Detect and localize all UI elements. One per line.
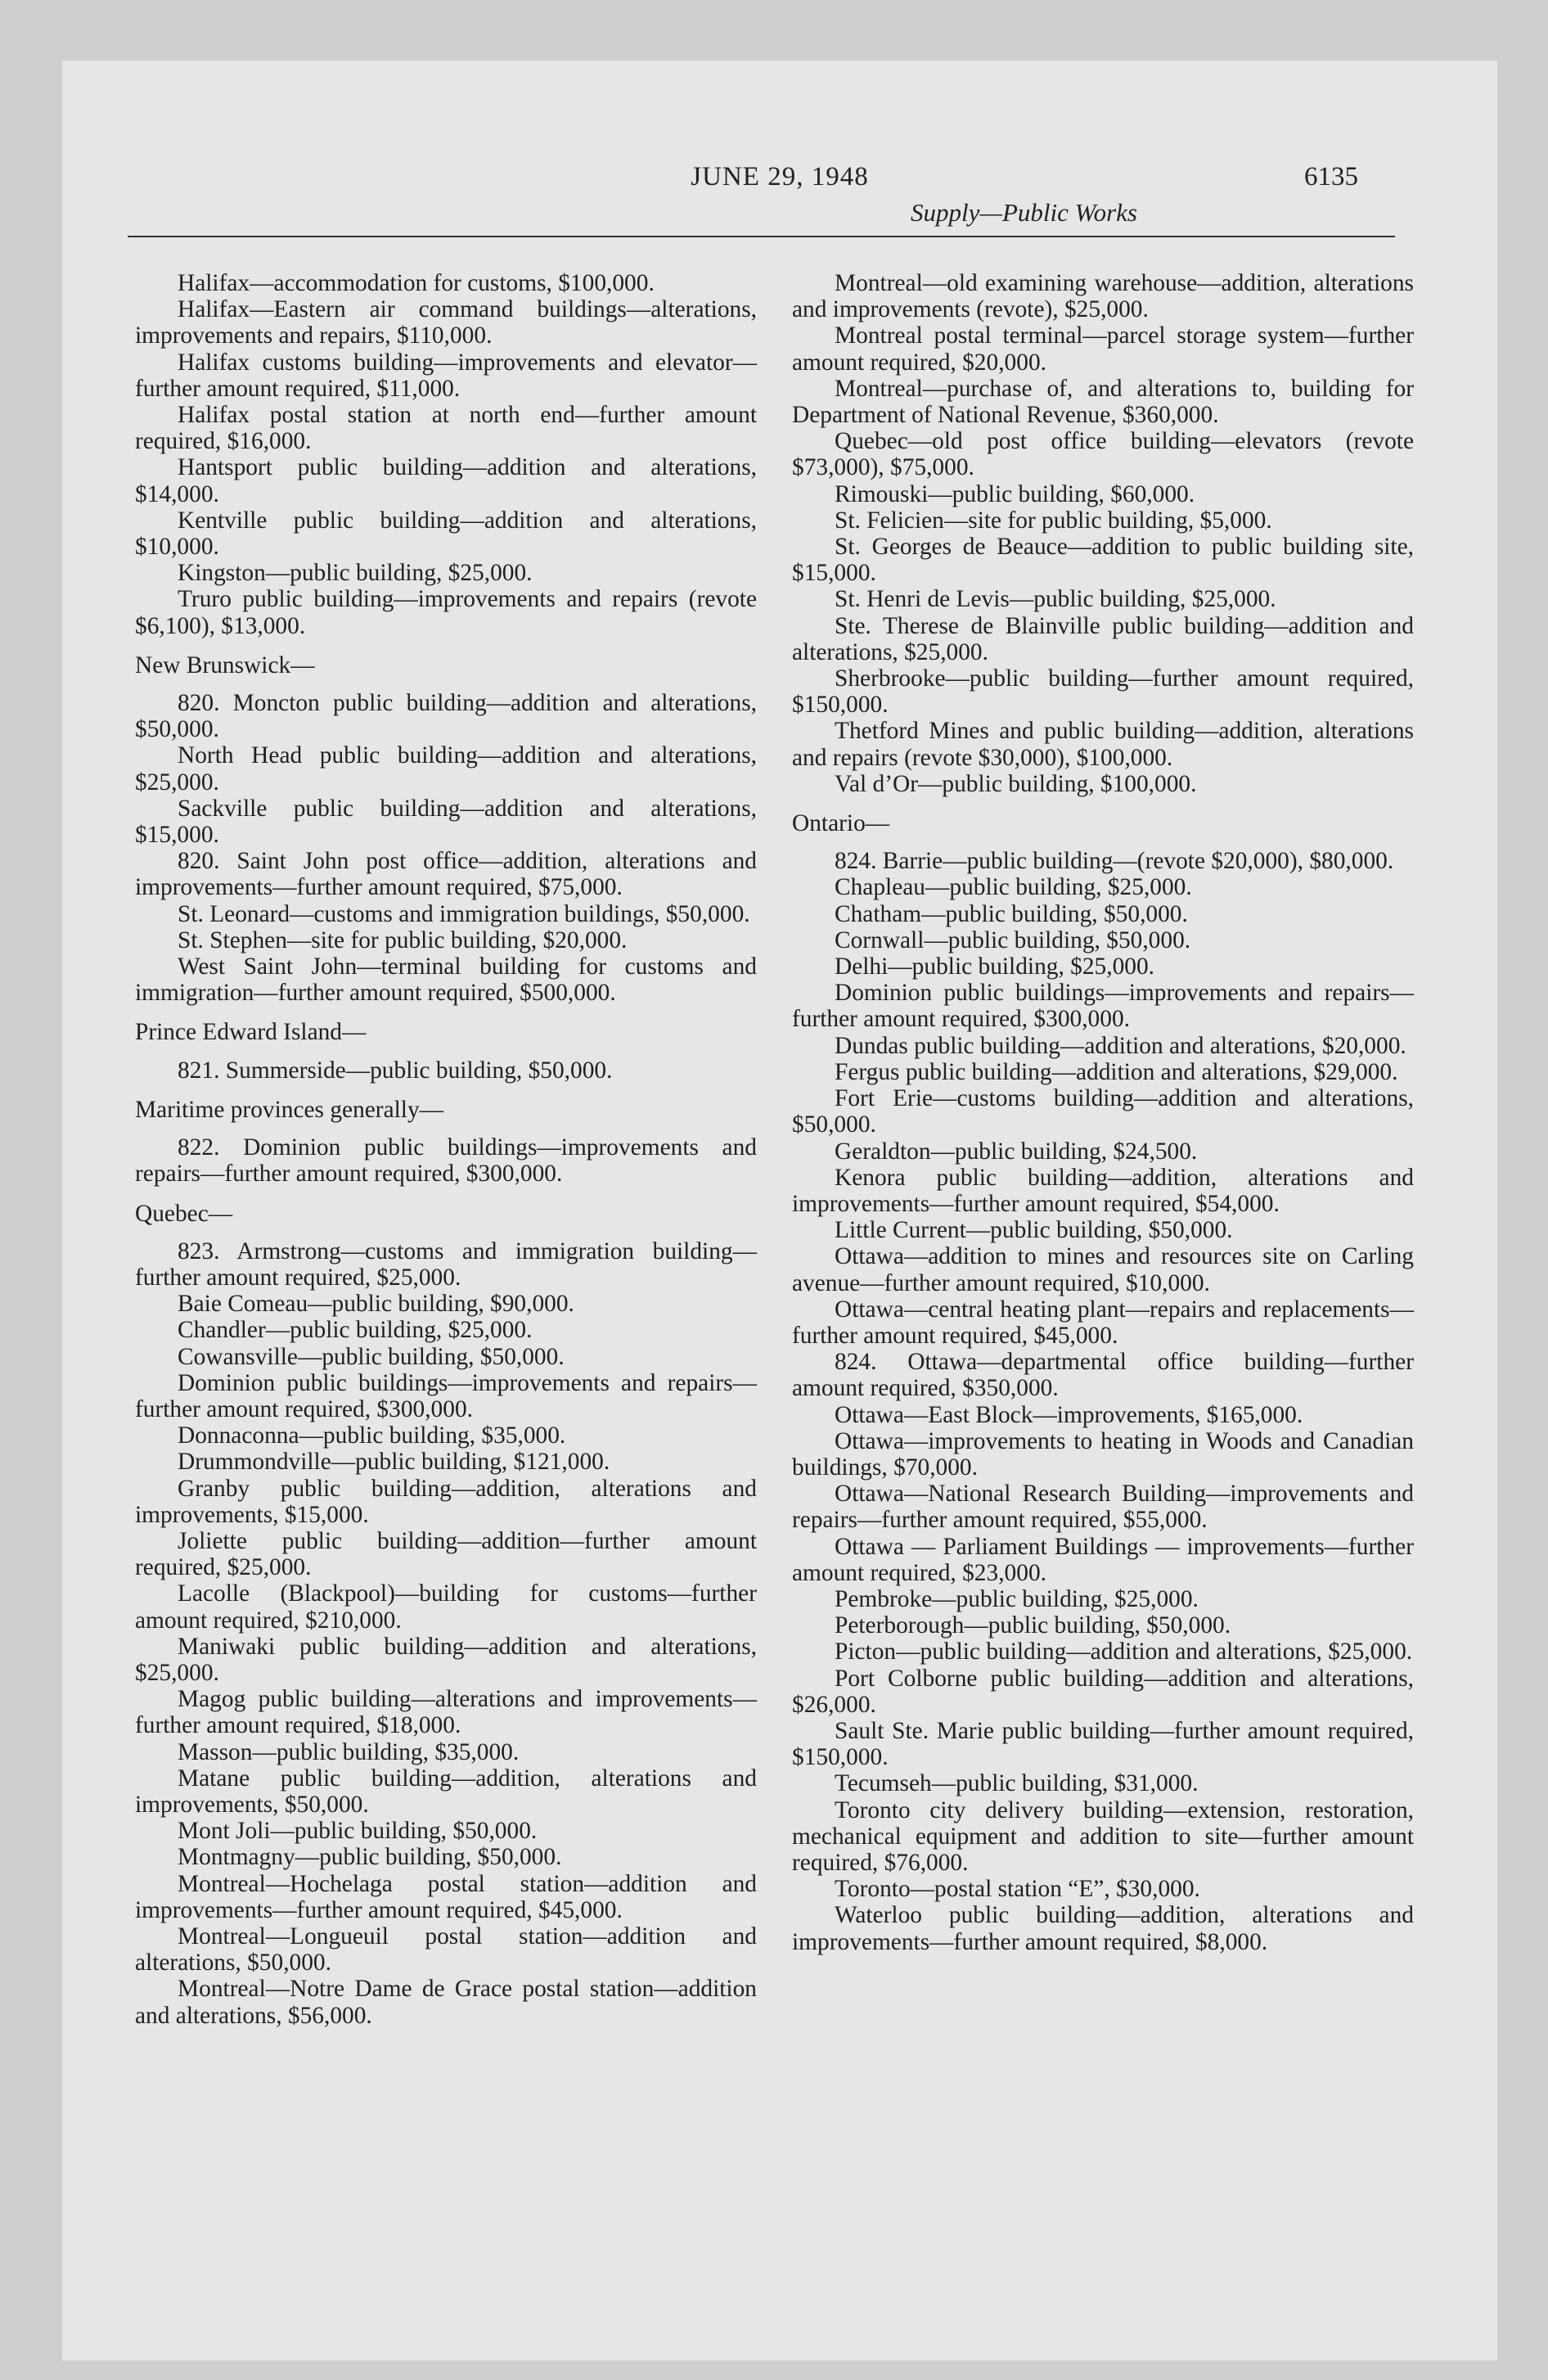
entry-paragraph: 822. Dominion public buildings—improvements and repairs—further amount required, $300,000. [135, 1134, 757, 1188]
entry-paragraph: Halifax—accommodation for customs, $100,000. [178, 270, 655, 296]
entry-paragraph: Montreal—Hochelaga postal station—addition and improvements—further amount required, $45,000. [135, 1870, 757, 1923]
entry-paragraph: Masson—public building, $35,000. [178, 1738, 520, 1765]
header-rule [128, 236, 1395, 237]
entry-paragraph: St. Henri de Levis—public building, $25,000. [835, 586, 1276, 613]
section-heading: Maritime provinces generally— [135, 1096, 444, 1123]
entry-paragraph: Kenora public building—addition, alterations and improvements—further amount required, $54,000. [792, 1164, 1414, 1217]
left-column [135, 270, 757, 2029]
entry-paragraph: Peterborough—public building, $50,000. [835, 1612, 1231, 1639]
entry-paragraph: Kentville public building—addition and alterations, $10,000. [135, 507, 757, 561]
entry-paragraph: Halifax customs building—improvements and elevator—further amount required, $11,000. [135, 349, 757, 402]
entry-paragraph: Lacolle (Blackpool)—building for customs—further amount required, $210,000. [135, 1580, 757, 1634]
entry-paragraph: Kingston—public building, $25,000. [178, 560, 533, 587]
entry-paragraph: Ottawa—central heating plant—repairs and replacements—further amount required, $45,000. [792, 1296, 1414, 1349]
entry-paragraph: Chatham—public building, $50,000. [835, 900, 1188, 927]
entry-paragraph: Baie Comeau—public building, $90,000. [178, 1291, 574, 1318]
entry-paragraph: Toronto—postal station “E”, $30,000. [835, 1876, 1200, 1903]
entry-paragraph: Fort Erie—customs building—addition and alterations, $50,000. [792, 1085, 1414, 1138]
entry-paragraph: 824. Ottawa—departmental office building—further amount required, $350,000. [792, 1349, 1414, 1402]
entry-paragraph: Montreal—Notre Dame de Grace postal station—addition and alterations, $56,000. [135, 1976, 757, 2029]
entry-paragraph: Chandler—public building, $25,000. [178, 1317, 533, 1344]
entry-paragraph: Picton—public building—addition and alterations, $25,000. [835, 1639, 1413, 1666]
entry-paragraph: Ottawa—East Block—improvements, $165,000. [835, 1401, 1303, 1428]
entry-paragraph: Delhi—public building, $25,000. [835, 953, 1155, 980]
entry-paragraph: Hantsport public building—addition and alterations, $14,000. [135, 454, 757, 507]
entry-paragraph: Rimouski—public building, $60,000. [835, 480, 1195, 507]
entry-paragraph: Dominion public buildings—improvements and repairs—further amount required, $300,000. [792, 980, 1414, 1033]
section-heading: Ontario— [792, 810, 890, 837]
entry-paragraph: Ottawa—improvements to heating in Woods and Canadian buildings, $70,000. [792, 1427, 1414, 1481]
page-number: 6135 [1304, 162, 1358, 192]
entry-paragraph: Montreal postal terminal—parcel storage system—further amount required, $20,000. [792, 322, 1414, 376]
entry-paragraph: Chapleau—public building, $25,000. [835, 874, 1192, 901]
entry-paragraph: Montmagny—public building, $50,000. [178, 1844, 562, 1871]
entry-paragraph: Montreal—old examining warehouse—addition, alterations and improvements (revote), $25,000. [792, 270, 1414, 323]
entry-paragraph: Drummondville—public building, $121,000. [178, 1449, 610, 1476]
entry-paragraph: Truro public building—improvements and repairs (revote $6,100), $13,000. [135, 586, 757, 639]
entry-paragraph: Waterloo public building—addition, alterations and improvements—further amount required, $8,000. [792, 1902, 1414, 1955]
entry-paragraph: Geraldton—public building, $24,500. [835, 1138, 1198, 1165]
entry-paragraph: Dundas public building—addition and alterations, $20,000. [835, 1032, 1406, 1059]
entry-paragraph: Halifax—Eastern air command buildings—alterations, improvements and repairs, $110,000. [135, 296, 757, 349]
entry-paragraph: North Head public building—addition and alterations, $25,000. [135, 742, 757, 796]
entry-paragraph: Dominion public buildings—improvements and repairs—further amount required, $300,000. [135, 1369, 757, 1422]
entry-paragraph: Magog public building—alterations and improvements—further amount required, $18,000. [135, 1686, 757, 1739]
entry-paragraph: Pembroke—public building, $25,000. [835, 1585, 1199, 1612]
entry-paragraph: St. Stephen—site for public building, $20,000. [178, 926, 628, 953]
entry-paragraph: Matane public building—addition, alterations and improvements, $50,000. [135, 1765, 757, 1818]
section-heading: Prince Edward Island— [135, 1019, 367, 1046]
entry-paragraph: Granby public building—addition, alterations and improvements, $15,000. [135, 1475, 757, 1528]
entry-paragraph: 824. Barrie—public building—(revote $20,000), $80,000. [835, 848, 1394, 875]
entry-paragraph: Port Colborne public building—addition and alterations, $26,000. [792, 1665, 1414, 1718]
entry-paragraph: West Saint John—terminal building for customs and immigration—further amount required, $500,000. [135, 953, 757, 1007]
section-heading: Quebec— [135, 1200, 233, 1227]
entry-paragraph: Cowansville—public building, $50,000. [178, 1343, 565, 1370]
entry-paragraph: 820. Moncton public building—addition and alterations, $50,000. [135, 690, 757, 743]
entry-paragraph: Quebec—old post office building—elevators (revote $73,000), $75,000. [792, 428, 1414, 481]
entry-paragraph: Maniwaki public building—addition and alterations, $25,000. [135, 1633, 757, 1686]
entry-paragraph: 821. Summerside—public building, $50,000. [178, 1057, 613, 1084]
entry-paragraph: Sackville public building—addition and alterations, $15,000. [135, 795, 757, 849]
entry-paragraph: Montreal—purchase of, and alterations to, building for Department of National Revenue, $360,000. [792, 375, 1414, 429]
entry-paragraph: Halifax postal station at north end—further amount required, $16,000. [135, 402, 757, 455]
entry-paragraph: Toronto city delivery building—extension, restoration, mechanical equipment and addition to site—further amount required, $76,000. [792, 1796, 1414, 1876]
entry-paragraph: Ottawa — Parliament Buildings — improvements—further amount required, $23,000. [792, 1533, 1414, 1586]
entry-paragraph: Val d’Or—public building, $100,000. [835, 770, 1197, 797]
section-heading: New Brunswick— [135, 651, 315, 678]
header-subtitle: Supply—Public Works [911, 198, 1137, 227]
entry-paragraph: St. Georges de Beauce—addition to public building site, $15,000. [792, 534, 1414, 587]
entry-paragraph: Ottawa—addition to mines and resources site on Carling avenue—further amount required, $10,000. [792, 1243, 1414, 1296]
entry-paragraph: Sherbrooke—public building—further amount required, $150,000. [792, 665, 1414, 719]
entry-paragraph: Ottawa—National Research Building—improvements and repairs—further amount required, $55,000. [792, 1481, 1414, 1534]
entry-paragraph: 820. Saint John post office—addition, alterations and improvements—further amount required, $75,000. [135, 848, 757, 901]
entry-paragraph: 823. Armstrong—customs and immigration building—further amount required, $25,000. [135, 1237, 757, 1291]
page-header [62, 162, 1497, 268]
entry-paragraph: Little Current—public building, $50,000. [835, 1217, 1233, 1244]
entry-paragraph: St. Leonard—customs and immigration buildings, $50,000. [178, 900, 750, 927]
entry-paragraph: Donnaconna—public building, $35,000. [178, 1422, 566, 1449]
right-column [792, 270, 1414, 1955]
entry-paragraph: Thetford Mines and public building—addition, alterations and repairs (revote $30,000), $100,000. [792, 718, 1414, 771]
entry-paragraph: Tecumseh—public building, $31,000. [835, 1770, 1199, 1797]
entry-paragraph: Mont Joli—public building, $50,000. [178, 1818, 538, 1845]
entry-paragraph: St. Felicien—site for public building, $5,000. [835, 507, 1272, 534]
document-page [62, 61, 1497, 2360]
entry-paragraph: Fergus public building—addition and alterations, $29,000. [835, 1058, 1398, 1085]
entry-paragraph: Montreal—Longueuil postal station—addition and alterations, $50,000. [135, 1922, 757, 1977]
entry-paragraph: Joliette public building—addition—further amount required, $25,000. [135, 1527, 757, 1581]
header-date: JUNE 29, 1948 [691, 162, 869, 192]
entry-paragraph: Ste. Therese de Blainville public building—addition and alterations, $25,000. [792, 612, 1414, 665]
entry-paragraph: Cornwall—public building, $50,000. [835, 926, 1191, 953]
entry-paragraph: Sault Ste. Marie public building—further amount required, $150,000. [792, 1717, 1414, 1771]
